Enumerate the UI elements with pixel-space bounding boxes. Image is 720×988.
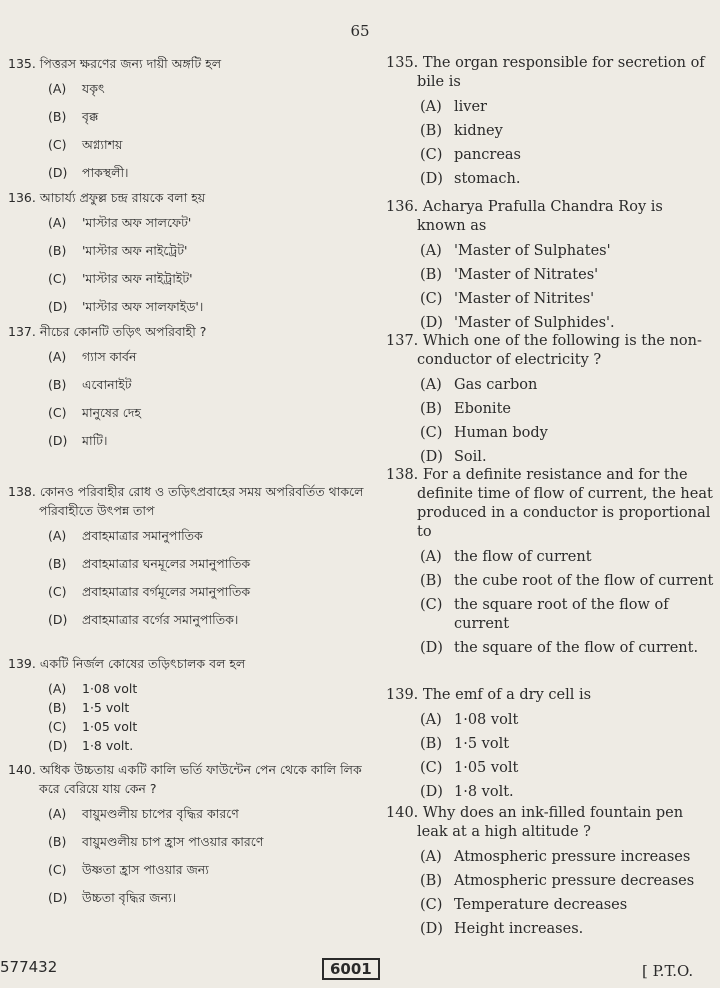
option-b bbox=[420, 122, 714, 141]
option-text: Atmospheric pressure decreases bbox=[454, 873, 695, 889]
question-number: 138. bbox=[8, 484, 36, 499]
option-label: (B) bbox=[420, 573, 442, 589]
option-b bbox=[48, 832, 364, 851]
option-text: Temperature decreases bbox=[454, 897, 628, 913]
option-label: (D) bbox=[420, 640, 443, 656]
option-label: (D) bbox=[48, 165, 68, 180]
option-label: (A) bbox=[48, 349, 67, 364]
question-136 bbox=[386, 198, 714, 338]
option-label: (C) bbox=[420, 291, 443, 307]
option-text: 'মাস্টার অফ সালফেট' bbox=[82, 215, 192, 230]
option-label: (B) bbox=[420, 736, 442, 752]
option-text: বায়ুমণ্ডলীয় চাপ হ্রাস পাওয়ার কারণে bbox=[82, 834, 264, 849]
option-label: (D) bbox=[420, 921, 443, 937]
option-text: 'Master of Sulphides'. bbox=[454, 315, 615, 331]
option-a bbox=[48, 526, 364, 545]
option-text: Gas carbon bbox=[454, 377, 538, 393]
option-label: (C) bbox=[420, 425, 443, 441]
option-text: kidney bbox=[454, 123, 503, 139]
option-d bbox=[420, 314, 714, 333]
option-b bbox=[420, 872, 714, 891]
option-text: Human body bbox=[454, 425, 548, 441]
option-text: 'মাস্টার অফ সালফাইড'। bbox=[82, 299, 204, 314]
option-label: (C) bbox=[48, 719, 67, 734]
option-label: (C) bbox=[48, 405, 67, 420]
option-label: (D) bbox=[48, 738, 68, 753]
option-text: 1·08 volt bbox=[454, 712, 519, 728]
question-text: The emf of a dry cell is bbox=[422, 687, 592, 703]
question-number: 136. bbox=[386, 199, 419, 215]
question-text: Which one of the following is the non-conductor of electricity ? bbox=[417, 333, 702, 368]
option-text: বৃক্ক bbox=[82, 109, 99, 124]
option-text: প্রবাহমাত্রার সমানুপাতিক bbox=[82, 528, 203, 543]
option-text: 'Master of Nitrites' bbox=[454, 291, 595, 307]
option-c bbox=[420, 424, 714, 443]
option-d bbox=[48, 610, 364, 629]
option-text: বায়ুমণ্ডলীয় চাপের বৃদ্ধির কারণে bbox=[82, 806, 239, 821]
option-a bbox=[420, 376, 714, 395]
question-135 bbox=[8, 54, 364, 191]
option-c bbox=[420, 759, 714, 778]
question-number: 137. bbox=[8, 324, 36, 339]
option-text: প্রবাহমাত্রার ঘনমূলের সমানুপাতিক bbox=[82, 556, 251, 571]
option-label: (C) bbox=[420, 897, 443, 913]
question-text: Acharya Prafulla Chandra Roy is known as bbox=[417, 199, 663, 234]
option-text: এবোনাইট bbox=[82, 377, 132, 392]
option-label: (D) bbox=[48, 433, 68, 448]
option-text: মানুষের দেহ bbox=[82, 405, 141, 420]
option-label: (B) bbox=[48, 109, 67, 124]
option-b bbox=[420, 572, 714, 591]
option-b bbox=[48, 375, 364, 394]
page-number: 65 bbox=[350, 22, 370, 40]
option-c bbox=[420, 896, 714, 915]
option-c bbox=[420, 146, 714, 165]
option-label: (D) bbox=[420, 171, 443, 187]
option-text: 'মাস্টার অফ নাইট্রেট' bbox=[82, 243, 188, 258]
option-text: 1·5 volt bbox=[454, 736, 510, 752]
option-label: (D) bbox=[48, 612, 68, 627]
option-label: (B) bbox=[420, 267, 442, 283]
option-label: (C) bbox=[420, 147, 443, 163]
question-136 bbox=[8, 188, 364, 325]
option-a bbox=[420, 848, 714, 867]
option-text: মাটি। bbox=[82, 433, 108, 448]
question-number: 136. bbox=[8, 190, 36, 205]
option-label: (C) bbox=[48, 584, 67, 599]
option-text: Atmospheric pressure increases bbox=[454, 849, 691, 865]
question-text: The organ responsible for secretion of bile is bbox=[417, 55, 705, 90]
option-a bbox=[48, 213, 364, 232]
question-number: 140. bbox=[8, 762, 36, 777]
option-label: (B) bbox=[48, 700, 67, 715]
option-c bbox=[48, 860, 364, 879]
option-d bbox=[420, 170, 714, 189]
option-d bbox=[48, 888, 364, 907]
option-d bbox=[420, 639, 714, 658]
question-number: 135. bbox=[386, 55, 419, 71]
option-text: Height increases. bbox=[454, 921, 584, 937]
option-text: 1·08 volt bbox=[82, 681, 138, 696]
option-text: উচ্চতা বৃদ্ধির জন্য। bbox=[82, 890, 177, 905]
option-label: (A) bbox=[420, 99, 442, 115]
option-label: (A) bbox=[420, 549, 442, 565]
option-d bbox=[420, 920, 714, 939]
option-c bbox=[48, 269, 364, 288]
option-text: pancreas bbox=[454, 147, 521, 163]
option-text: the square root of the flow of current bbox=[454, 597, 669, 632]
option-d bbox=[48, 736, 364, 755]
option-label: (B) bbox=[420, 123, 442, 139]
option-c bbox=[420, 596, 714, 634]
question-number: 139. bbox=[8, 656, 36, 671]
option-label: (A) bbox=[48, 681, 67, 696]
option-a bbox=[420, 711, 714, 730]
option-a bbox=[48, 679, 364, 698]
option-text: 1·8 volt. bbox=[82, 738, 134, 753]
option-c bbox=[48, 582, 364, 601]
question-text: অধিক উচ্চতায় একটি কালি ভর্তি ফাউন্টেন পেন থেকে কালি লিক করে বেরিয়ে যায় কেন ? bbox=[39, 762, 362, 796]
option-label: (C) bbox=[420, 597, 443, 613]
option-text: প্রবাহমাত্রার বর্গমূলের সমানুপাতিক bbox=[82, 584, 251, 599]
question-text: আচার্য্য প্রফুল্ল চন্দ্র রায়কে বলা হয় bbox=[39, 190, 206, 205]
question-137 bbox=[386, 332, 714, 472]
option-b bbox=[48, 107, 364, 126]
option-label: (B) bbox=[48, 243, 67, 258]
option-text: 1·5 volt bbox=[82, 700, 130, 715]
option-text: 1·05 volt bbox=[82, 719, 138, 734]
option-label: (D) bbox=[420, 315, 443, 331]
option-text: the cube root of the flow of current bbox=[454, 573, 714, 589]
option-text: Soil. bbox=[454, 449, 487, 465]
question-number: 135. bbox=[8, 56, 36, 71]
option-a bbox=[48, 804, 364, 823]
option-text: উষ্ণতা হ্রাস পাওয়ার জন্য bbox=[82, 862, 209, 877]
option-label: (A) bbox=[420, 712, 442, 728]
question-number: 137. bbox=[386, 333, 419, 349]
option-label: (B) bbox=[48, 556, 67, 571]
option-text: গ্যাস কার্বন bbox=[82, 349, 137, 364]
option-d bbox=[420, 448, 714, 467]
booklet-series-box: 6001 bbox=[322, 958, 380, 980]
question-text: কোনও পরিবাহীর রোধ ও তড়িৎপ্রবাহের সময় অপরিবর্তিত থাকলে পরিবাহীতে উৎপন্ন তাপ bbox=[39, 484, 364, 518]
option-label: (D) bbox=[48, 890, 68, 905]
option-label: (D) bbox=[420, 784, 443, 800]
option-label: (C) bbox=[420, 760, 443, 776]
option-text: অগ্ন্যাশয় bbox=[82, 137, 123, 152]
option-c bbox=[48, 403, 364, 422]
option-d bbox=[48, 163, 364, 182]
question-138 bbox=[8, 482, 364, 638]
option-b bbox=[48, 698, 364, 717]
option-label: (B) bbox=[48, 834, 67, 849]
footer-code: 577432 bbox=[0, 958, 58, 976]
option-label: (B) bbox=[420, 873, 442, 889]
option-label: (C) bbox=[48, 137, 67, 152]
question-text: পিত্তরস ক্ষরণের জন্য দায়ী অঙ্গটি হল bbox=[39, 56, 222, 71]
option-a bbox=[420, 242, 714, 261]
option-label: (A) bbox=[420, 243, 442, 259]
option-a bbox=[48, 79, 364, 98]
option-c bbox=[420, 290, 714, 309]
option-d bbox=[420, 783, 714, 802]
option-text: Ebonite bbox=[454, 401, 511, 417]
pto-text: [ P.T.O. bbox=[642, 962, 694, 980]
option-text: 1·05 volt bbox=[454, 760, 519, 776]
option-label: (A) bbox=[48, 81, 67, 96]
question-135 bbox=[386, 54, 714, 194]
option-text: the square of the flow of current. bbox=[454, 640, 699, 656]
question-139 bbox=[8, 654, 364, 755]
question-text: একটি নির্জল কোষের তড়িৎচালক বল হল bbox=[39, 656, 246, 671]
question-number: 138. bbox=[386, 467, 419, 483]
option-text: 'মাস্টার অফ নাইট্রাইট' bbox=[82, 271, 193, 286]
question-text: Why does an ink-filled fountain pen leak at a high altitude ? bbox=[417, 805, 684, 840]
question-text: নীচের কোনটি তড়িৎ অপরিবাহী ? bbox=[39, 324, 207, 339]
option-label: (D) bbox=[420, 449, 443, 465]
option-b bbox=[48, 241, 364, 260]
option-c bbox=[48, 717, 364, 736]
option-c bbox=[48, 135, 364, 154]
option-label: (D) bbox=[48, 299, 68, 314]
question-137 bbox=[8, 322, 364, 459]
option-text: পাকস্থলী। bbox=[82, 165, 129, 180]
option-text: যকৃৎ bbox=[82, 81, 105, 96]
option-label: (A) bbox=[420, 849, 442, 865]
option-label: (A) bbox=[48, 528, 67, 543]
option-text: প্রবাহমাত্রার বর্গের সমানুপাতিক। bbox=[82, 612, 239, 627]
question-139 bbox=[386, 686, 714, 807]
option-text: 1·8 volt. bbox=[454, 784, 514, 800]
option-b bbox=[420, 400, 714, 419]
question-140 bbox=[386, 804, 714, 944]
option-a bbox=[420, 548, 714, 567]
question-number: 139. bbox=[386, 687, 419, 703]
option-label: (B) bbox=[420, 401, 442, 417]
option-b bbox=[48, 554, 364, 573]
option-text: stomach. bbox=[454, 171, 521, 187]
option-text: 'Master of Sulphates' bbox=[454, 243, 611, 259]
option-label: (A) bbox=[48, 215, 67, 230]
option-text: 'Master of Nitrates' bbox=[454, 267, 599, 283]
option-label: (C) bbox=[48, 271, 67, 286]
option-label: (B) bbox=[48, 377, 67, 392]
question-138 bbox=[386, 466, 714, 663]
question-number: 140. bbox=[386, 805, 419, 821]
option-d bbox=[48, 431, 364, 450]
option-a bbox=[48, 347, 364, 366]
option-text: the flow of current bbox=[454, 549, 592, 565]
option-label: (A) bbox=[420, 377, 442, 393]
option-label: (A) bbox=[48, 806, 67, 821]
option-d bbox=[48, 297, 364, 316]
option-b bbox=[420, 735, 714, 754]
option-label: (C) bbox=[48, 862, 67, 877]
option-a bbox=[420, 98, 714, 117]
question-text: For a definite resistance and for the definite time of flow of current, the heat produced in a conductor is proportional to bbox=[417, 467, 713, 540]
option-text: liver bbox=[454, 99, 487, 115]
question-140 bbox=[8, 760, 364, 916]
option-b bbox=[420, 266, 714, 285]
